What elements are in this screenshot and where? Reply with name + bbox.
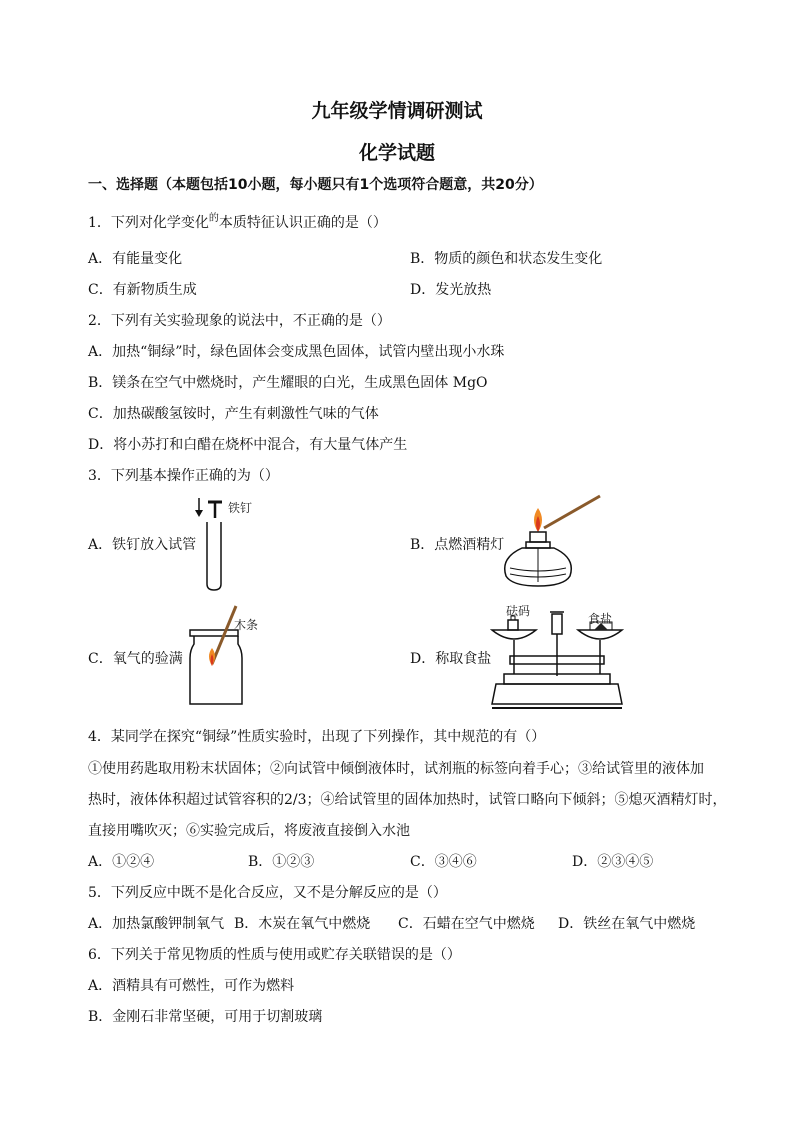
section-heading: 一、选择题（本题包括10小题，每小题只有1个选项符合题意，共20分）: [88, 177, 543, 193]
question-4-option-a: A．①②④: [88, 854, 155, 870]
question-1-stem-sup: 的: [208, 213, 219, 224]
question-5-stem: 5．下列反应中既不是化合反应，又不是分解反应的是（）: [88, 885, 447, 901]
figure-balance: [490, 604, 624, 712]
question-2-stem: 2．下列有关实验现象的说法中，不正确的是（）: [88, 313, 391, 329]
question-1-option-c: C．有新物质生成: [88, 282, 197, 298]
question-4-body-line-1: ①使用药匙取用粉末状固体；②向试管中倾倒液体时，试剂瓶的标签向着手心；③给试管里的液体加: [88, 761, 704, 777]
question-4-stem: 4．某同学在探究“铜绿”性质实验时，出现了下列操作，其中规范的有（）: [88, 729, 546, 745]
question-6-option-a: A．酒精具有可燃性，可作为燃料: [88, 978, 295, 994]
question-4-body-line-2: 热时，液体体积超过试管容积的2/3；④给试管里的固体加热时，试管口略向下倾斜；⑤熄灭酒精灯时，: [88, 792, 727, 808]
question-3-option-a: A．铁钉放入试管: [88, 537, 197, 553]
question-2-option-b-line: [88, 374, 488, 392]
question-3-stem: 3．下列基本操作正确的为（）: [88, 468, 279, 484]
stick-label: 木条: [234, 618, 259, 632]
figure-oxygen-bottle: [186, 604, 276, 708]
question-4-option-d: D．②③④⑤: [572, 854, 654, 870]
question-2-option-a: A．加热“铜绿”时，绿色固体会变成黑色固体，试管内壁出现小水珠: [88, 344, 505, 360]
page-subtitle: 化学试题: [358, 142, 435, 164]
question-5-option-a: A．加热氯酸钾制氧气: [88, 916, 225, 932]
question-1-stem-part-a: 1．下列对化学变化: [88, 215, 209, 231]
question-3-option-c: C．氧气的验满: [88, 651, 183, 667]
question-1-stem: [88, 214, 387, 234]
nail-label: 铁钉: [228, 501, 253, 515]
oxygen-bottle-drawing: [186, 604, 276, 708]
question-2-option-c: C．加热碳酸氢铵时，产生有刺激性气味的气体: [88, 406, 379, 422]
salt-label: 食盐: [588, 612, 613, 626]
figure-alcohol-lamp: [500, 492, 610, 592]
question-6-stem: 6．下列关于常见物质的性质与使用或贮存关联错误的是（）: [88, 947, 461, 963]
question-5-option-b: B．木炭在氧气中燃烧: [234, 916, 371, 932]
question-6-option-b: B．金刚石非常坚硬，可用于切割玻璃: [88, 1009, 323, 1025]
figure-nail-test-tube: [194, 496, 274, 594]
question-3-option-b: B．点燃酒精灯: [410, 537, 505, 553]
question-4-option-c: C．③④⑥: [410, 854, 477, 870]
question-2-option-d: D．将小苏打和白醋在烧杯中混合，有大量气体产生: [88, 437, 408, 453]
question-1-option-b: B．物质的颜色和状态发生变化: [410, 251, 603, 267]
question-1-option-a: A．有能量变化: [88, 251, 183, 267]
question-3-option-d: D．称取食盐: [410, 651, 492, 667]
question-5-option-c: C．石蜡在空气中燃烧: [398, 916, 535, 932]
weight-label: 砝码: [506, 604, 531, 618]
question-4-body-line-3: 直接用嘴吹灭；⑥实验完成后，将废液直接倒入水池: [88, 823, 410, 839]
question-1-option-d: D．发光放热: [410, 282, 492, 298]
page-title: 九年级学情调研测试: [311, 100, 483, 122]
question-5-option-d: D．铁丝在氧气中燃烧: [558, 916, 696, 932]
question-4-option-b: B．①②③: [248, 854, 315, 870]
question-1-stem-part-b: 本质特征认识正确的是（）: [218, 215, 387, 231]
alcohol-lamp-drawing: [500, 492, 610, 592]
question-2-option-b-formula: MgO: [452, 375, 488, 391]
question-2-option-b: B．镁条在空气中燃烧时，产生耀眼的白光，生成黑色固体: [88, 375, 449, 391]
